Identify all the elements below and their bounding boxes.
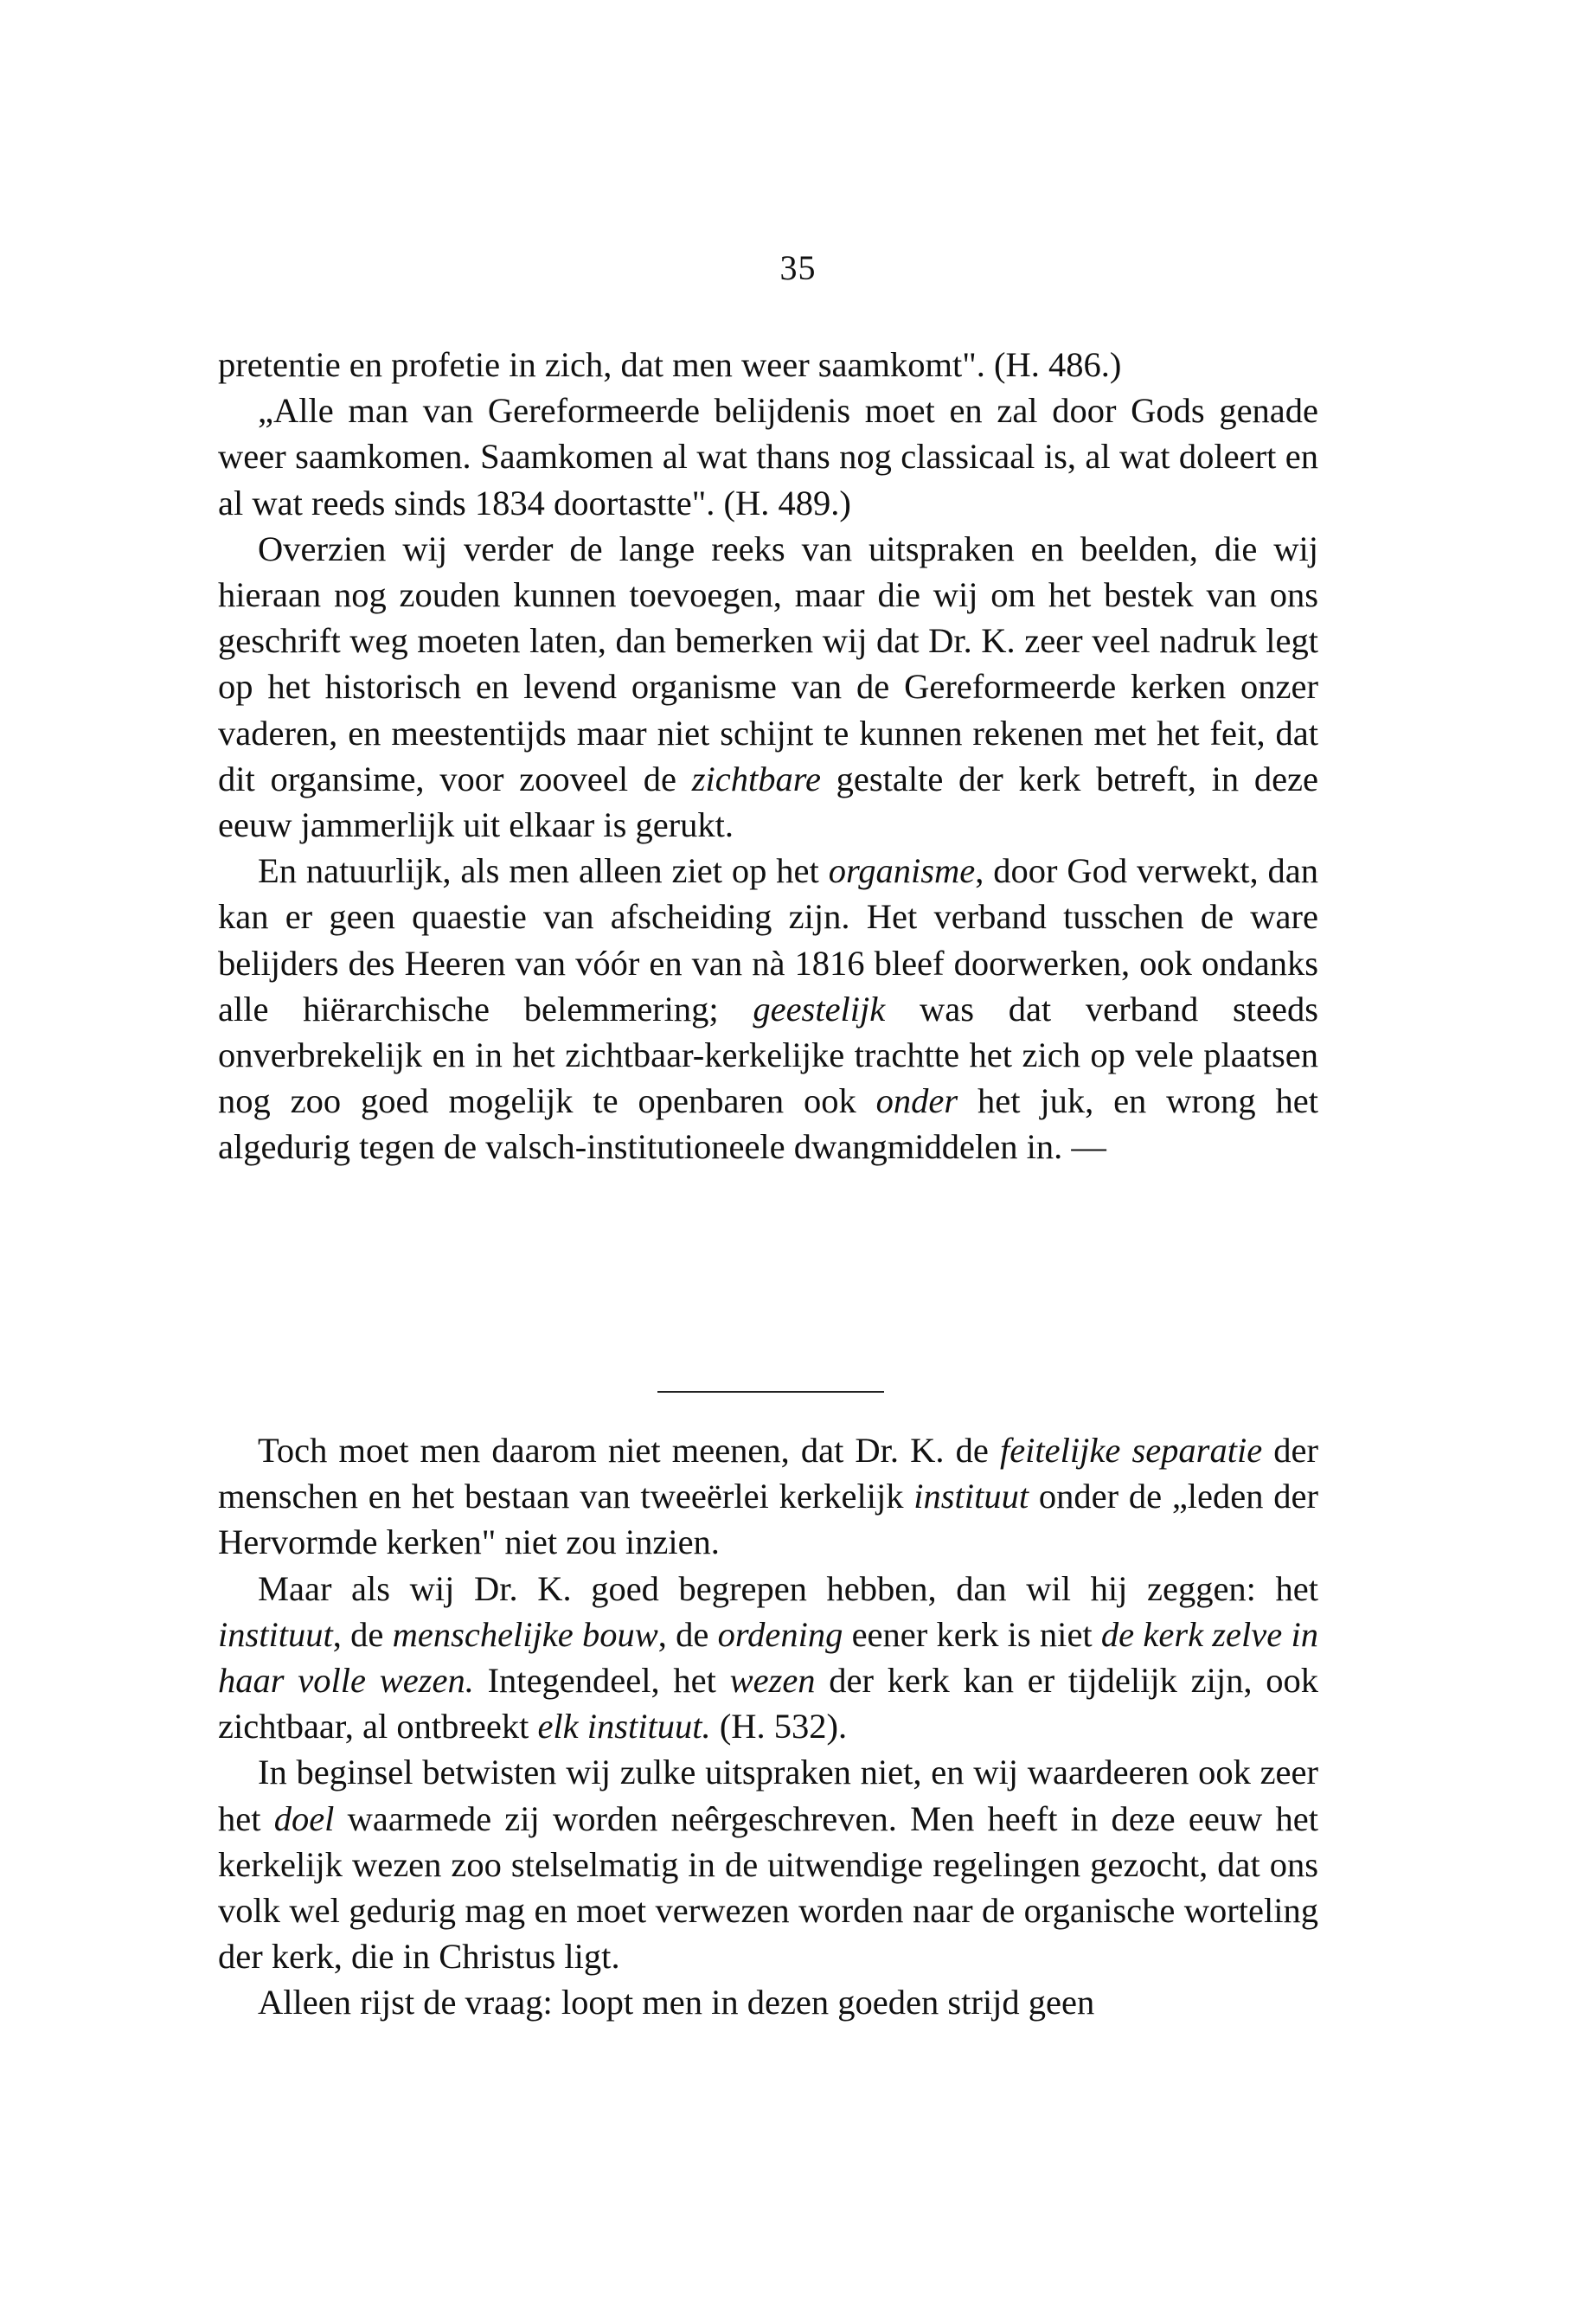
italic-text: organisme (828, 851, 976, 891)
italic-text: geestelijk (753, 989, 886, 1029)
text-run: Integendeel, het (473, 1661, 730, 1701)
text-run: , de (657, 1614, 718, 1654)
text-run: „Alle man van Gereformeerde belijdenis moet en zal door Gods genade weer saamkomen. Saamkomen al wat thans nog classicaal is, al wat doleert en al wat reeds sinds 1834 doortastte". (H. 489.) (218, 391, 1318, 522)
paragraph (218, 1749, 1318, 1979)
italic-text: ordening (717, 1614, 843, 1654)
text-run: (H. 532). (710, 1707, 848, 1747)
text-run: was dat verband steeds onverbrekelijk en in het zichtbaar-kerkelijke trachtte het zich op vele plaatsen nog zoo goed mogelijk te openbaren ook (218, 989, 1318, 1121)
italic-text: de kerk zelve in haar volle wezen. (218, 1614, 1318, 1701)
text-run: der kerk kan er tijdelijk zijn, ook zichtbaar, al ontbreekt (218, 1661, 1319, 1747)
section-separator-rule (657, 1391, 884, 1393)
text-run: Overzien wij verder de lange reeks van uitspraken en beelden, die wij hieraan nog zouden kunnen toevoegen, maar die wij om het bestek van ons geschrift weg moeten laten, dan bemerken wij dat Dr. K. zeer veel nadruk legt op het historisch en levend organisme van de Gereformeerde kerken onzer vaderen, en meestentijds maar niet schijnt te kunnen rekenen met het feit, dat dit organsime, voor zooveel de (218, 529, 1318, 798)
text-run: het juk, en wrong het algedurig tegen de valsch-institutioneele dwangmiddelen in. — (218, 1081, 1318, 1167)
italic-text: instituut (913, 1477, 1029, 1516)
italic-text: instituut (218, 1614, 333, 1654)
text-run: En natuurlijk, als men alleen ziet op het (258, 851, 829, 891)
text-run: eener kerk is niet (843, 1614, 1101, 1654)
page-number: 35 (779, 248, 817, 287)
italic-text: zichtbare (691, 759, 821, 798)
text-run: , de (332, 1614, 393, 1654)
text-run: Alleen rijst de vraag: loopt men in dezen goeden strijd geen (258, 1983, 1095, 2022)
italic-text: onder (875, 1081, 958, 1121)
text-run: Maar als wij Dr. K. goed begrepen hebben, dan wil hij zeggen: het (258, 1568, 1318, 1608)
paragraph (218, 342, 1318, 388)
text-run: onder de „leden der Hervormde kerken" niet zou inzien. (218, 1477, 1318, 1562)
text-run: Toch moet men daarom niet meenen, dat Dr. K. de (258, 1431, 1000, 1470)
italic-text: feitelijke separatie (999, 1431, 1263, 1470)
text-run: waarmede zij worden neêrgeschreven. Men heeft in deze eeuw het kerkelijk wezen zoo stelselmatig in de uitwendige regelingen gezocht, dat ons volk wel gedurig mag en moet verwezen worden naar de organische worteling der kerk, die in Christus ligt. (218, 1798, 1318, 1977)
paragraph (218, 526, 1318, 848)
text-section-2 (218, 1427, 1318, 2026)
paragraph (218, 848, 1318, 1170)
paragraph (218, 1979, 1318, 2025)
italic-text: doel (273, 1798, 335, 1838)
text-run: In beginsel betwisten wij zulke uitspraken niet, en wij waardeeren ook zeer het (218, 1753, 1318, 1838)
italic-text: wezen (729, 1661, 816, 1701)
italic-text: elk instituut. (537, 1707, 711, 1747)
text-run: , door God verwekt, dan kan er geen quaestie van afscheiding zijn. Het verband tusschen de ware belijders des Heeren van vóór en van nà 1816 bleef doorwerken, ook ondanks alle hiërarchische belemmering; (218, 851, 1318, 1029)
paragraph (218, 1427, 1318, 1566)
text-section-1 (218, 342, 1318, 1170)
paragraph (218, 1566, 1318, 1750)
paragraph (218, 388, 1318, 526)
text-run: pretentie en profetie in zich, dat men weer saamkomt". (H. 486.) (218, 345, 1122, 384)
italic-text: menschelijke bouw (392, 1614, 658, 1654)
text-run: gestalte der kerk betreft, in deze eeuw jammerlijk uit elkaar is gerukt. (218, 759, 1318, 845)
text-run: der menschen en het bestaan van tweeërlei kerkelijk (218, 1431, 1318, 1516)
